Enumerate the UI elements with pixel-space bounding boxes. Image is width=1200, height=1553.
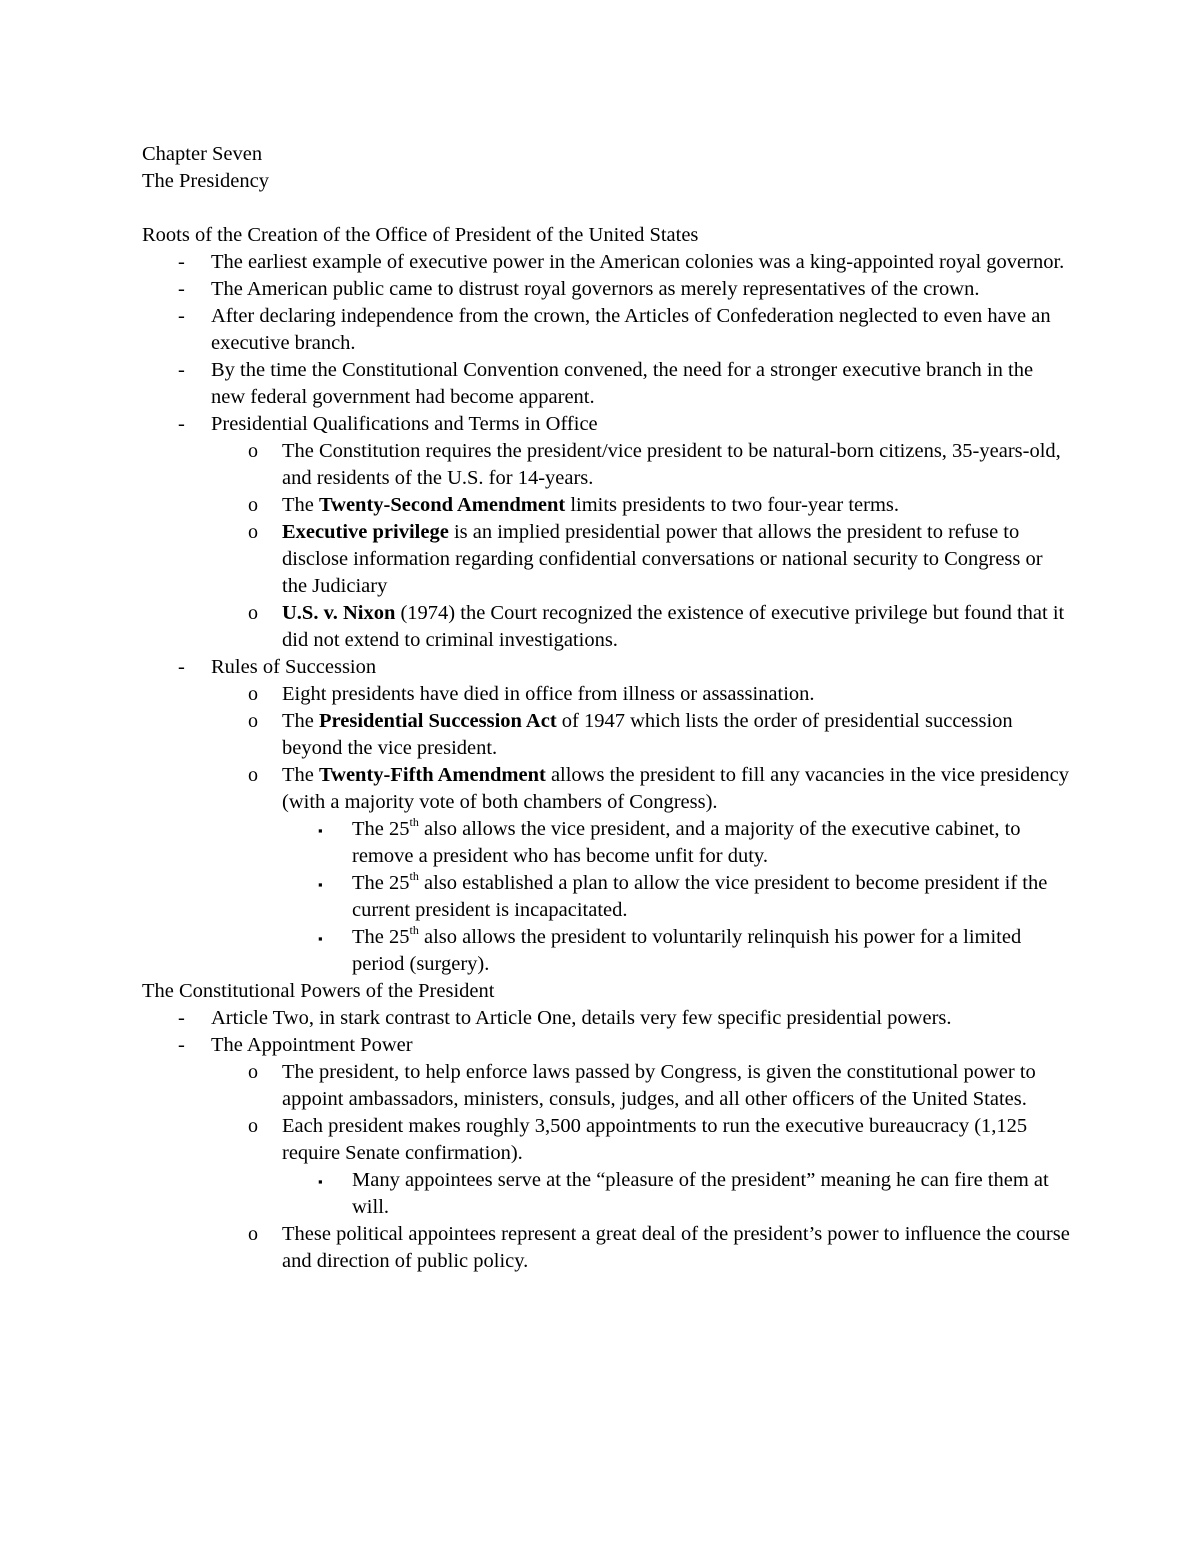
document-page xyxy=(142,141,1072,1275)
list-item: o These political appointees represent a great deal of the president’s power to influence the course and direction of public policy. xyxy=(248,1223,1070,1272)
list-item: o The Twenty-Second Amendment limits presidents to two four-year terms. xyxy=(142,492,1072,519)
list-item: - Article Two, in stark contrast to Article One, details very few specific presidential powers. xyxy=(142,1005,1072,1032)
dash-marker: - xyxy=(178,305,185,327)
list-item: - The Appointment Power xyxy=(142,1032,1072,1059)
circle-marker: o xyxy=(248,1061,258,1083)
bold-term: U.S. v. Nixon xyxy=(282,602,396,624)
square-marker: ▪ xyxy=(318,823,323,838)
circle-marker: o xyxy=(248,1115,258,1137)
list-item: - Presidential Qualifications and Terms in Office xyxy=(142,411,1072,438)
list-item: - Rules of Succession xyxy=(142,654,1072,681)
dash-marker: - xyxy=(178,1034,185,1056)
list-item: o U.S. v. Nixon (1974) the Court recognized the existence of executive privilege but found that it did not extend to criminal investigations. xyxy=(248,602,1065,651)
circle-marker: o xyxy=(248,521,258,543)
section-heading: The Constitutional Powers of the President xyxy=(142,980,495,1002)
list-item: ▪ The 25th also allows the president to voluntarily relinquish his power for a limited period (surgery). xyxy=(318,923,1022,975)
list-item: o Executive privilege is an implied presidential power that allows the president to refuse to disclose information regarding confidential conversations or national security to Congress or the Judiciary xyxy=(248,521,1043,597)
topic-title: The Presidency xyxy=(142,170,269,192)
bold-term: Twenty-Fifth Amendment xyxy=(319,764,546,786)
dash-marker: - xyxy=(178,413,185,435)
list-item: o The Presidential Succession Act of 1947 which lists the order of presidential succession beyond the vice president. xyxy=(248,710,1013,759)
dash-marker: - xyxy=(178,359,185,381)
bold-term: Executive privilege xyxy=(282,521,449,543)
dash-marker: - xyxy=(178,251,185,273)
circle-marker: o xyxy=(248,683,258,705)
list-item: - By the time the Constitutional Convention convened, the need for a stronger executive branch in the new federal government had become apparent. xyxy=(178,359,1034,408)
square-marker: ▪ xyxy=(318,1174,323,1189)
list-item: ▪ The 25th also established a plan to allow the vice president to become president if the current president is incapacitated. xyxy=(318,869,1048,921)
list-item: o The Constitution requires the president/vice president to be natural-born citizens, 35-years-old, and residents of the U.S. for 14-years. xyxy=(248,440,1061,489)
list-item: ▪ The 25th also allows the vice president, and a majority of the executive cabinet, to remove a president who has become unfit for duty. xyxy=(318,815,1021,867)
list-item: o The Twenty-Fifth Amendment allows the president to fill any vacancies in the vice presidency (with a majority vote of both chambers of Congress). xyxy=(248,764,1069,813)
bold-term: Presidential Succession Act xyxy=(319,710,557,732)
dash-marker: - xyxy=(178,656,185,678)
list-item: o The president, to help enforce laws passed by Congress, is given the constitutional power to appoint ambassadors, ministers, consuls, judges, and all other officers of the United States. xyxy=(248,1061,1036,1110)
list-item: - The American public came to distrust royal governors as merely representatives of the crown. xyxy=(142,276,1072,303)
bullet-list xyxy=(142,249,1072,978)
chapter-title: Chapter Seven xyxy=(142,143,263,165)
bold-term: Twenty-Second Amendment xyxy=(319,494,566,516)
list-item: o Eight presidents have died in office from illness or assassination. xyxy=(142,681,1072,708)
list-item: - The earliest example of executive power in the American colonies was a king-appointed royal governor. xyxy=(142,249,1072,276)
circle-marker: o xyxy=(248,1223,258,1245)
circle-marker: o xyxy=(248,494,258,516)
dash-marker: - xyxy=(178,1007,185,1029)
circle-marker: o xyxy=(248,710,258,732)
circle-marker: o xyxy=(248,440,258,462)
list-item: o Each president makes roughly 3,500 appointments to run the executive bureaucracy (1,125 require Senate confirmation). xyxy=(248,1115,1028,1164)
dash-marker: - xyxy=(178,278,185,300)
list-item: ▪ Many appointees serve at the “pleasure of the president” meaning he can fire them at will. xyxy=(318,1169,1049,1218)
square-marker: ▪ xyxy=(318,877,323,892)
square-marker: ▪ xyxy=(318,931,323,946)
circle-marker: o xyxy=(248,602,258,624)
bullet-list xyxy=(142,1005,1072,1275)
circle-marker: o xyxy=(248,764,258,786)
section-heading: Roots of the Creation of the Office of President of the United States xyxy=(142,224,699,246)
list-item: - After declaring independence from the crown, the Articles of Confederation neglected to even have an executive branch. xyxy=(178,305,1051,354)
blank-line xyxy=(142,195,1072,222)
